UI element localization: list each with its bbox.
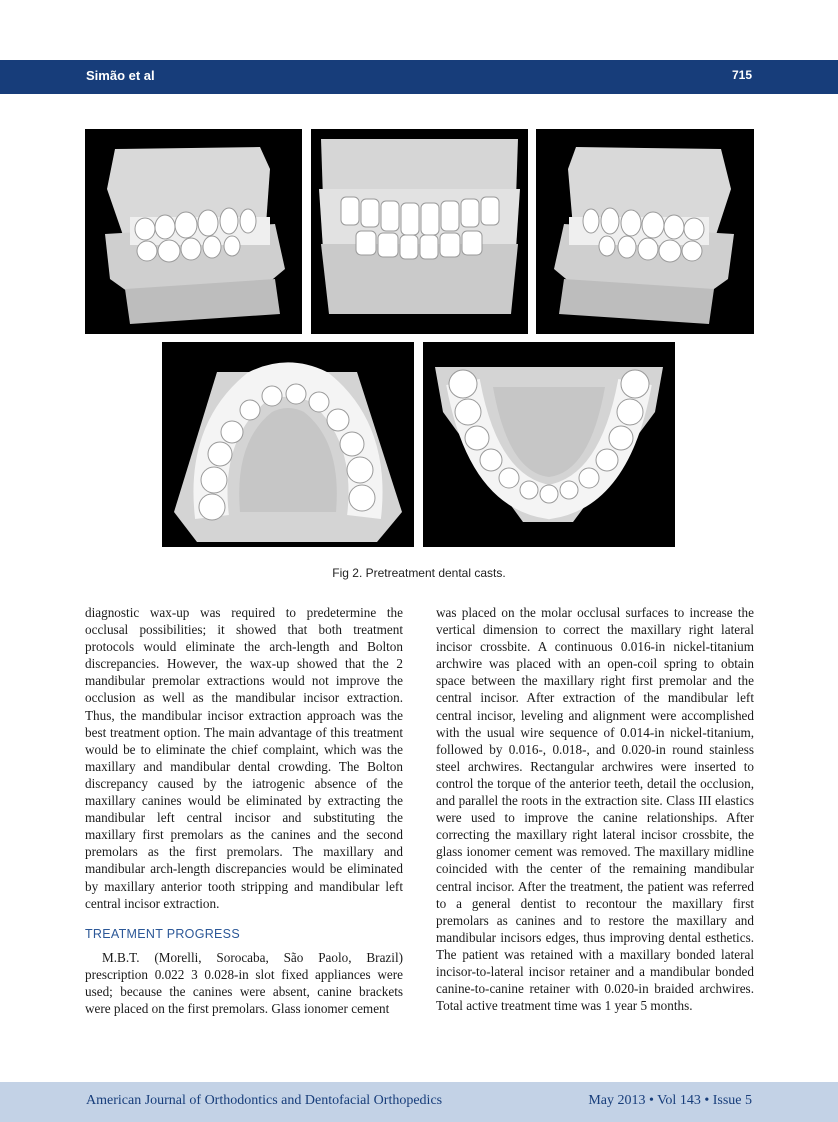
left-lateral-cast-image (536, 129, 754, 334)
section-heading: TREATMENT PROGRESS (85, 926, 240, 941)
right-lateral-cast-photo (85, 129, 302, 334)
right-lateral-cast-image (85, 129, 302, 334)
mandibular-occlusal-cast-photo (423, 342, 675, 547)
body-column-left (85, 604, 403, 1017)
body-column-right (436, 604, 754, 1014)
frontal-cast-photo (311, 129, 528, 334)
figure-caption: Fig 2. Pretreatment dental casts. (332, 566, 506, 580)
body-paragraph: was placed on the molar occlusal surfaces to increase the vertical dimension to correct the maxillary right lateral incisor crossbite. A continuous 0.016-in nickel-titanium archwire was placed with an open-coil spring to obtain space between the maxillary right first premolar and the central incisor. After extraction of the mandibular left central incisor, leveling and alignment were accomplished with the usual wire sequence of 0.014-in nickel-titanium, followed by 0.016-, 0.018-, and 0.020-in round stainless steel archwires. Rectangular archwires were inserted to control the torque of the anterior teeth, detail the occlusion, and parallel the roots in the extraction site. Class III elastics were used to improve the canine relationships. After correcting the maxillary right lateral incisor crossbite, the glass ionomer cement was removed. The maxillary midline coincided with the center of the remaining mandibular central incisor. After the treatment, the patient was referred to a general dentist to recontour the maxillary first premolars as canines and to restore the maxillary and mandibular incisors edges, thus improving dental esthetics. The patient was retained with a maxillary bonded lateral incisor-to-lateral incisor retainer and a mandibular bonded canine-to-canine retainer with 0.020-in braided archwires. Total active treatment time was 1 year 5 months. (436, 605, 754, 1014)
maxillary-occlusal-cast-photo (162, 342, 414, 547)
mandibular-occlusal-cast-image (423, 342, 675, 547)
journal-name: American Journal of Orthodontics and Dentofacial Orthopedics (86, 1093, 443, 1108)
left-lateral-cast-photo (536, 129, 754, 334)
page-number: 715 (731, 68, 752, 82)
issue-info: May 2013 • Vol 143 • Issue 5 (588, 1093, 752, 1108)
body-paragraph: diagnostic wax-up was required to predetermine the occlusal possibilities; it showed that both treatment protocols would eliminate the arch-length and Bolton discrepancies. However, the wax-up showed that the 2 mandibular premolar extractions would not improve the occlusion as well as the mandibular incisor extraction. Thus, the mandibular incisor extraction approach was the best treatment option. The main advantage of this treatment would be to eliminate the chief complaint, which was the maxillary and mandibular dental crowding. The Bolton discrepancy caused by the iatrogenic absence of the maxillary canines would be eliminated by extracting the mandibular left central incisor and substituting the maxillary first premolars as the canines and the second premolars as the first premolars. The maxillary and mandibular arch-length discrepancies would be eliminated by maxillary anterior tooth stripping and mandibular left central incisor extraction. (85, 605, 403, 911)
running-footer (0, 1082, 838, 1122)
body-paragraph: M.B.T. (Morelli, Sorocaba, São Paolo, Brazil) prescription 0.022 3 0.028-in slot fixed appliances were used; because the canines were absent, canine brackets were placed on the first premolars. Glass ionomer cement (85, 949, 403, 1017)
maxillary-occlusal-cast-image (162, 342, 414, 547)
running-header (0, 60, 838, 94)
frontal-cast-image (311, 129, 528, 334)
running-header-authors: Simão et al (86, 68, 155, 83)
